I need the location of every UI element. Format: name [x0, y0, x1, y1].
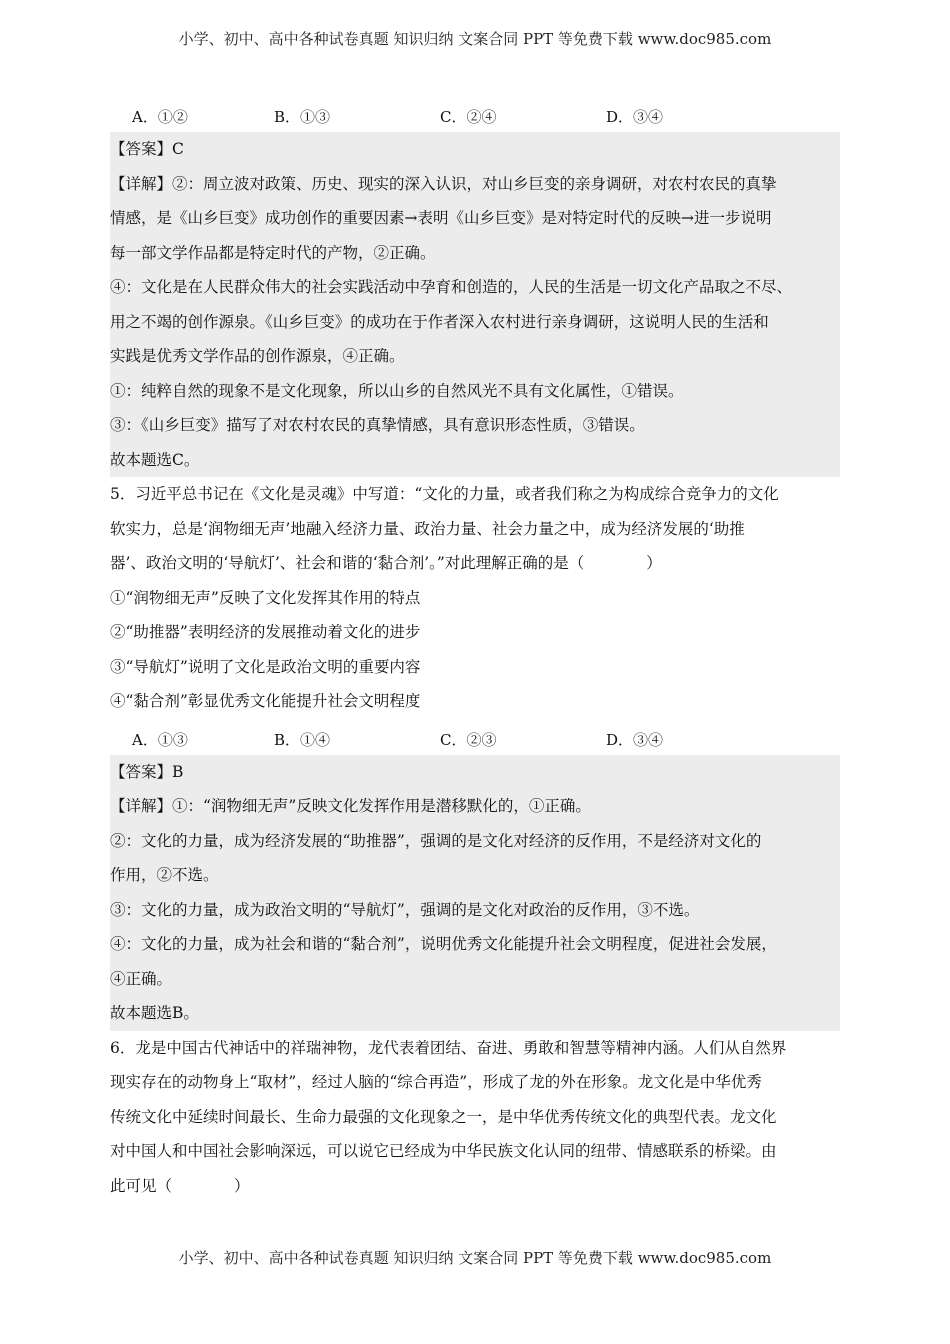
- q4-answer-line: 【详解】②：周立波对政策、历史、现实的深入认识，对山乡巨变的亲身调研，对农村农民的真挚: [110, 174, 777, 193]
- q5-answer-line: 故本题选B。: [110, 1004, 199, 1022]
- q5-option-c: C．②③: [440, 730, 497, 749]
- q5-stem-line: 5．习近平总书记在《文化是灵魂》中写道：“文化的力量，或者我们称之为构成综合竞争力的文化: [110, 485, 779, 503]
- q4-answer-line: 用之不竭的创作源泉。《山乡巨变》的成功在于作者深入农村进行亲身调研，这说明人民的生活和: [110, 312, 769, 331]
- q4-answer-block: [110, 132, 840, 477]
- q5-option-a: A．①③: [132, 730, 188, 749]
- q5-answer-line: 作用，②不选。: [110, 866, 219, 884]
- q4-answer-line: ①：纯粹自然的现象不是文化现象，所以山乡的自然风光不具有文化属性，①错误。: [110, 381, 684, 400]
- q4-option-a: A．①②: [132, 108, 188, 126]
- q4-answer-line: 情感，是《山乡巨变》成功创作的重要因素→表明《山乡巨变》是对特定时代的反映→进一步说明: [110, 209, 772, 227]
- q4-answer-line: ③：《山乡巨变》描写了对农村农民的真挚情感，具有意识形态性质，③错误。: [110, 416, 645, 434]
- q5-stem-line: 软实力，总是‘润物细无声’地融入经济力量、政治力量、社会力量之中，成为经济发展的‘助推: [110, 519, 745, 538]
- document-body: [110, 96, 840, 1203]
- q5-answer-line: ④正确。: [110, 969, 173, 988]
- q5-stem-line: 器’、政治文明的‘导航灯’、社会和谐的‘黏合剂’。”对此理解正确的是（ ）: [110, 554, 662, 572]
- q5-statement: ④“黏合剂”彰显优秀文化能提升社会文明程度: [110, 692, 421, 710]
- q4-options: [110, 96, 840, 132]
- q4-option-c: C．②④: [440, 108, 497, 126]
- q6-stem-line: 对中国人和中国社会影响深远，可以说它已经成为中华民族文化认同的纽带、情感联系的桥梁。由: [110, 1142, 777, 1160]
- q6-stem-line: 现实存在的动物身上“取材”，经过人脑的“综合再造”，形成了龙的外在形象。龙文化是中华优秀: [110, 1073, 762, 1091]
- q5-option-b: B．①④: [274, 730, 331, 749]
- q5-question: [110, 477, 840, 719]
- q5-answer-line: ②：文化的力量，成为经济发展的“助推器”，强调的是文化对经济的反作用，不是经济对文化的: [110, 831, 762, 850]
- q5-answer-line: ③：文化的力量，成为政治文明的“导航灯”，强调的是文化对政治的反作用，③不选。: [110, 900, 700, 919]
- q4-answer-line: 每一部文学作品都是特定时代的产物，②正确。: [110, 243, 436, 262]
- q6-stem-line: 此可见（ ）: [110, 1176, 250, 1195]
- q5-statement: ②“助推器”表明经济的发展推动着文化的进步: [110, 623, 421, 641]
- q5-answer-block: [110, 755, 840, 1031]
- q6-stem-line: 6．龙是中国古代神话中的祥瑞神物，龙代表着团结、奋进、勇敢和智慧等精神内涵。人们从自然界: [110, 1038, 787, 1057]
- q4-option-b: B．①③: [274, 108, 331, 126]
- page-footer: 小学、初中、高中各种试卷真题 知识归纳 文案合同 PPT 等免费下载 www.doc985.com: [178, 1249, 772, 1267]
- q5-statement: ①“润物细无声”反映了文化发挥其作用的特点: [110, 588, 421, 607]
- q4-answer-line: ④：文化是在人民群众伟大的社会实践活动中孕育和创造的，人民的生活是一切文化产品取之不尽、: [110, 278, 793, 296]
- q5-answer-line: 【答案】B: [110, 762, 184, 781]
- q5-option-d: D．③④: [606, 730, 664, 749]
- q5-statement: ③“导航灯”说明了文化是政治文明的重要内容: [110, 657, 421, 676]
- q5-answer-line: ④：文化的力量，成为社会和谐的“黏合剂”，说明优秀文化能提升社会文明程度，促进社会发展，: [110, 935, 777, 953]
- page-header: 小学、初中、高中各种试卷真题 知识归纳 文案合同 PPT 等免费下载 www.doc985.com: [178, 30, 772, 48]
- q5-answer-line: 【详解】①：“润物细无声”反映文化发挥作用是潜移默化的，①正确。: [110, 797, 591, 815]
- q4-answer-line: 实践是优秀文学作品的创作源泉，④正确。: [110, 347, 405, 365]
- q4-answer-line: 故本题选C。: [110, 450, 200, 469]
- q6-question: [110, 1031, 840, 1204]
- q6-stem-line: 传统文化中延续时间最长、生命力最强的文化现象之一，是中华优秀传统文化的典型代表。龙文化: [110, 1107, 777, 1126]
- q4-option-d: D．③④: [606, 108, 664, 126]
- q4-answer-line: 【答案】C: [110, 140, 184, 158]
- q5-options: [110, 719, 840, 755]
